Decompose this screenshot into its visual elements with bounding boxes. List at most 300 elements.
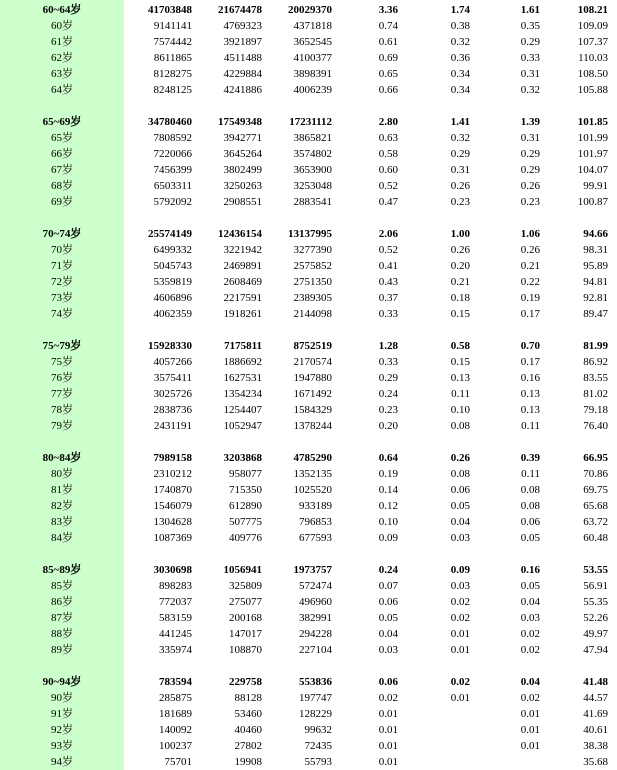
female-cell: 72435 [304,740,332,752]
pct-female-cell: 0.33 [520,52,540,64]
pct-total-cell: 3.36 [378,4,398,16]
pct-total-cell: 0.07 [378,580,398,592]
pct-male-cell: 0.06 [450,484,470,496]
sex-ratio-cell: 92.81 [583,292,608,304]
table-row [0,482,617,498]
female-cell: 1584329 [293,404,332,416]
pct-total-cell: 0.61 [378,36,398,48]
total-cell: 583159 [159,612,192,624]
sex-ratio-cell: 56.91 [583,580,608,592]
female-cell: 2170574 [293,356,332,368]
sex-ratio-cell: 35.68 [583,756,608,768]
male-cell: 612890 [229,500,262,512]
pct-total-cell: 0.58 [378,148,398,160]
table-row [0,514,617,530]
pct-total-cell: 0.24 [378,564,398,576]
pct-male-cell: 0.26 [450,244,470,256]
sex-ratio-cell: 53.55 [583,564,608,576]
pct-female-cell: 0.26 [520,244,540,256]
pct-male-cell: 0.02 [450,676,470,688]
male-cell: 7175811 [224,340,262,352]
sex-ratio-cell: 47.94 [583,644,608,656]
male-cell: 17549348 [218,116,262,128]
age-group-row [0,226,617,242]
pct-female-cell: 0.01 [520,708,540,720]
pct-female-cell: 0.23 [520,196,540,208]
sex-ratio-cell: 89.47 [583,308,608,320]
male-cell: 507775 [229,516,262,528]
pct-female-cell: 0.31 [520,68,540,80]
female-cell: 4785290 [293,452,332,464]
table-row [0,130,617,146]
age-label-cell: 71岁 [51,260,73,272]
female-cell: 382991 [299,612,332,624]
female-cell: 4100377 [293,52,332,64]
total-cell: 75701 [164,756,192,768]
male-cell: 275077 [229,596,262,608]
pct-male-cell: 0.15 [450,356,470,368]
total-cell: 3025726 [153,388,192,400]
male-cell: 4241886 [223,84,262,96]
pct-male-cell: 0.08 [450,420,470,432]
age-label-cell: 69岁 [51,196,73,208]
age-label-cell: 85岁 [51,580,73,592]
pct-female-cell: 0.29 [520,148,540,160]
sex-ratio-cell: 70.86 [583,468,608,480]
pct-male-cell: 0.15 [450,308,470,320]
total-cell: 783594 [159,676,192,688]
total-cell: 7220066 [153,148,192,160]
age-label-cell: 94岁 [51,756,73,768]
pct-female-cell: 0.11 [521,468,540,480]
sex-ratio-cell: 108.21 [577,4,608,16]
sex-ratio-cell: 69.75 [583,484,608,496]
age-label-cell: 93岁 [51,740,73,752]
pct-male-cell: 0.20 [450,260,470,272]
male-cell: 1354234 [223,388,262,400]
sex-ratio-cell: 79.18 [583,404,608,416]
sex-ratio-cell: 110.03 [578,52,608,64]
sex-ratio-cell: 94.81 [583,276,608,288]
female-cell: 294228 [299,628,332,640]
age-group-row [0,674,617,690]
pct-total-cell: 0.43 [378,276,398,288]
sex-ratio-cell: 49.97 [583,628,608,640]
sex-ratio-cell: 86.92 [583,356,608,368]
total-cell: 285875 [159,692,192,704]
pct-male-cell: 1.74 [450,4,470,16]
age-label-cell: 68岁 [51,180,73,192]
pct-total-cell: 1.28 [378,340,398,352]
age-label-cell: 80~84岁 [42,452,82,464]
female-cell: 2751350 [293,276,332,288]
pct-male-cell: 1.41 [450,116,470,128]
sex-ratio-cell: 38.38 [583,740,608,752]
age-label-cell: 63岁 [51,68,73,80]
male-cell: 19908 [234,756,262,768]
female-cell: 3574802 [293,148,332,160]
age-label-cell: 82岁 [51,500,73,512]
female-cell: 3865821 [293,132,332,144]
female-cell: 99632 [304,724,332,736]
total-cell: 4606896 [153,292,192,304]
pct-total-cell: 0.19 [378,468,398,480]
sex-ratio-cell: 83.55 [583,372,608,384]
pct-total-cell: 0.02 [378,692,398,704]
table-row [0,274,617,290]
sex-ratio-cell: 108.50 [577,68,608,80]
pct-total-cell: 0.66 [378,84,398,96]
pct-female-cell: 0.19 [520,292,540,304]
sex-ratio-cell: 107.37 [577,36,608,48]
total-cell: 1546079 [153,500,192,512]
total-cell: 5792092 [153,196,192,208]
pct-male-cell: 0.03 [450,532,470,544]
pct-female-cell: 0.04 [520,596,540,608]
pct-female-cell: 0.31 [520,132,540,144]
female-cell: 13137995 [288,228,332,240]
age-label-cell: 70~74岁 [42,228,82,240]
pct-male-cell: 0.21 [450,276,470,288]
total-cell: 4062359 [153,308,192,320]
female-cell: 496960 [299,596,332,608]
pct-total-cell: 0.60 [378,164,398,176]
table-row [0,354,617,370]
sex-ratio-cell: 98.31 [583,244,608,256]
total-cell: 1304628 [153,516,192,528]
age-label-cell: 83岁 [51,516,73,528]
sex-ratio-cell: 41.48 [583,676,608,688]
pct-male-cell: 0.11 [451,388,470,400]
pct-male-cell: 0.01 [450,692,470,704]
table-row [0,386,617,402]
age-label-cell: 61岁 [51,36,73,48]
age-label-cell: 75~79岁 [42,340,82,352]
pct-female-cell: 0.11 [521,420,540,432]
table-row [0,66,617,82]
pct-total-cell: 0.65 [378,68,398,80]
pct-male-cell: 0.26 [450,180,470,192]
sex-ratio-cell: 76.40 [583,420,608,432]
table-row [0,418,617,434]
pct-female-cell: 0.35 [520,20,540,32]
pct-female-cell: 0.06 [520,516,540,528]
male-cell: 1254407 [223,404,262,416]
male-cell: 4229884 [223,68,262,80]
sex-ratio-cell: 95.89 [583,260,608,272]
pct-total-cell: 0.12 [378,500,398,512]
total-cell: 7808592 [153,132,192,144]
male-cell: 2908551 [223,196,262,208]
female-cell: 572474 [299,580,332,592]
female-cell: 3898391 [293,68,332,80]
total-cell: 7456399 [153,164,192,176]
pct-male-cell: 1.00 [450,228,470,240]
age-label-cell: 90~94岁 [42,676,82,688]
pct-total-cell: 0.01 [378,756,398,768]
age-label-cell: 80岁 [51,468,73,480]
table-row [0,242,617,258]
age-label-cell: 90岁 [51,692,73,704]
pct-female-cell: 0.13 [520,388,540,400]
male-cell: 1886692 [223,356,262,368]
pct-total-cell: 0.64 [378,452,398,464]
male-cell: 3203868 [223,452,262,464]
age-label-cell: 74岁 [51,308,73,320]
female-cell: 3652545 [293,36,332,48]
table-row [0,498,617,514]
male-cell: 2469891 [223,260,262,272]
pct-male-cell: 0.38 [450,20,470,32]
pct-female-cell: 0.17 [520,308,540,320]
female-cell: 553836 [299,676,332,688]
male-cell: 3921897 [223,36,262,48]
pct-male-cell: 0.36 [450,52,470,64]
total-cell: 7574442 [153,36,192,48]
pct-total-cell: 0.01 [378,740,398,752]
sex-ratio-cell: 55.35 [583,596,608,608]
pct-total-cell: 0.74 [378,20,398,32]
sex-ratio-cell: 65.68 [583,500,608,512]
pct-total-cell: 0.09 [378,532,398,544]
pct-female-cell: 0.17 [520,356,540,368]
male-cell: 108870 [229,644,262,656]
male-cell: 1052947 [223,420,262,432]
female-cell: 3653900 [293,164,332,176]
table-row [0,530,617,546]
male-cell: 3942771 [223,132,262,144]
total-cell: 41703848 [148,4,192,16]
female-cell: 20029370 [288,4,332,16]
female-cell: 1671492 [293,388,332,400]
male-cell: 1056941 [223,564,262,576]
female-cell: 197747 [299,692,332,704]
female-cell: 1973757 [293,564,332,576]
male-cell: 3802499 [223,164,262,176]
age-label-cell: 60岁 [51,20,73,32]
pct-male-cell: 0.02 [450,596,470,608]
age-group-row [0,450,617,466]
male-cell: 88128 [234,692,262,704]
pct-male-cell: 0.10 [450,404,470,416]
pct-female-cell: 0.03 [520,612,540,624]
total-cell: 898283 [159,580,192,592]
total-cell: 2838736 [153,404,192,416]
pct-female-cell: 0.22 [520,276,540,288]
sex-ratio-cell: 101.99 [577,132,608,144]
pct-total-cell: 0.37 [378,292,398,304]
age-label-cell: 70岁 [51,244,73,256]
female-cell: 8752519 [293,340,332,352]
male-cell: 3250263 [223,180,262,192]
male-cell: 12436154 [218,228,262,240]
total-cell: 8248125 [153,84,192,96]
pct-male-cell: 0.08 [450,468,470,480]
total-cell: 5045743 [153,260,192,272]
sex-ratio-cell: 100.87 [577,196,608,208]
table-row [0,466,617,482]
pct-female-cell: 0.04 [520,676,540,688]
age-group-row [0,562,617,578]
male-cell: 1627531 [223,372,262,384]
age-label-cell: 92岁 [51,724,73,736]
age-label-cell: 78岁 [51,404,73,416]
age-label-cell: 72岁 [51,276,73,288]
total-cell: 8128275 [153,68,192,80]
pct-male-cell: 0.34 [450,68,470,80]
pct-female-cell: 0.01 [520,724,540,736]
male-cell: 409776 [229,532,262,544]
age-label-cell: 81岁 [51,484,73,496]
pct-female-cell: 0.02 [520,644,540,656]
pct-female-cell: 0.21 [520,260,540,272]
pct-female-cell: 0.05 [520,580,540,592]
sex-ratio-cell: 41.69 [583,708,608,720]
table-row [0,34,617,50]
female-cell: 2575852 [293,260,332,272]
pct-total-cell: 0.33 [378,356,398,368]
age-label-cell: 77岁 [51,388,73,400]
pct-male-cell: 0.32 [450,36,470,48]
pct-female-cell: 0.02 [520,628,540,640]
female-cell: 17231112 [289,116,332,128]
pct-total-cell: 0.06 [378,676,398,688]
pct-female-cell: 0.01 [520,740,540,752]
male-cell: 27802 [234,740,262,752]
female-cell: 3253048 [293,180,332,192]
age-label-cell: 91岁 [51,708,73,720]
total-cell: 25574149 [148,228,192,240]
pct-total-cell: 0.52 [378,244,398,256]
sex-ratio-cell: 101.85 [577,116,608,128]
pct-male-cell: 0.26 [450,452,470,464]
age-label-cell: 65岁 [51,132,73,144]
pct-total-cell: 0.01 [378,708,398,720]
table-row [0,594,617,610]
total-cell: 3030698 [153,564,192,576]
sex-ratio-cell: 60.48 [583,532,608,544]
female-cell: 1947880 [293,372,332,384]
male-cell: 3221942 [223,244,262,256]
female-cell: 2144098 [293,308,332,320]
male-cell: 40460 [234,724,262,736]
sex-ratio-cell: 81.99 [583,340,608,352]
pct-total-cell: 0.14 [378,484,398,496]
male-cell: 2608469 [223,276,262,288]
pct-female-cell: 1.39 [520,116,540,128]
total-cell: 2431191 [153,420,192,432]
age-label-cell: 65~69岁 [42,116,82,128]
male-cell: 715350 [229,484,262,496]
sex-ratio-cell: 101.97 [577,148,608,160]
sex-ratio-cell: 94.66 [583,228,608,240]
total-cell: 6499332 [153,244,192,256]
total-cell: 100237 [159,740,192,752]
age-label-cell: 84岁 [51,532,73,544]
pct-total-cell: 0.04 [378,628,398,640]
pct-female-cell: 0.32 [520,84,540,96]
sex-ratio-cell: 104.07 [577,164,608,176]
pct-total-cell: 0.41 [378,260,398,272]
table-row [0,642,617,658]
female-cell: 1378244 [293,420,332,432]
pct-total-cell: 0.63 [378,132,398,144]
pct-female-cell: 0.39 [520,452,540,464]
sex-ratio-cell: 44.57 [583,692,608,704]
age-group-row [0,338,617,354]
total-cell: 2310212 [153,468,192,480]
male-cell: 958077 [229,468,262,480]
pct-female-cell: 0.13 [520,404,540,416]
pct-female-cell: 0.16 [520,564,540,576]
female-cell: 1352135 [293,468,332,480]
age-label-cell: 62岁 [51,52,73,64]
age-label-cell: 76岁 [51,372,73,384]
pct-total-cell: 0.33 [378,308,398,320]
table-row [0,370,617,386]
sex-ratio-cell: 99.91 [583,180,608,192]
pct-male-cell: 0.01 [450,644,470,656]
pct-total-cell: 0.29 [378,372,398,384]
age-label-cell: 66岁 [51,148,73,160]
age-label-cell: 64岁 [51,84,73,96]
pct-total-cell: 0.47 [378,196,398,208]
pct-male-cell: 0.23 [450,196,470,208]
male-cell: 4511488 [223,52,262,64]
pct-male-cell: 0.03 [450,580,470,592]
female-cell: 933189 [299,500,332,512]
pct-male-cell: 0.13 [450,372,470,384]
pct-male-cell: 0.18 [450,292,470,304]
pct-male-cell: 0.34 [450,84,470,96]
table-row [0,402,617,418]
pct-total-cell: 0.23 [378,404,398,416]
pct-male-cell: 0.58 [450,340,470,352]
pct-male-cell: 0.02 [450,612,470,624]
table-row [0,690,617,706]
total-cell: 15928330 [148,340,192,352]
sex-ratio-cell: 66.95 [583,452,608,464]
age-label-cell: 67岁 [51,164,73,176]
male-cell: 4769323 [223,20,262,32]
male-cell: 3645264 [223,148,262,160]
age-label-cell: 73岁 [51,292,73,304]
sex-ratio-cell: 52.26 [583,612,608,624]
table-row [0,306,617,322]
male-cell: 1918261 [223,308,262,320]
female-cell: 227104 [299,644,332,656]
total-cell: 34780460 [148,116,192,128]
sex-ratio-cell: 105.88 [577,84,608,96]
table-row [0,50,617,66]
pct-total-cell: 0.10 [378,516,398,528]
pct-total-cell: 2.06 [378,228,398,240]
female-cell: 55793 [304,756,332,768]
pct-total-cell: 2.80 [378,116,398,128]
pct-female-cell: 0.29 [520,164,540,176]
table-row [0,82,617,98]
total-cell: 335974 [159,644,192,656]
total-cell: 140092 [159,724,192,736]
male-cell: 229758 [229,676,262,688]
age-label-cell: 88岁 [51,628,73,640]
total-cell: 1087369 [153,532,192,544]
sex-ratio-cell: 63.72 [583,516,608,528]
pct-total-cell: 0.24 [378,388,398,400]
female-cell: 2389305 [293,292,332,304]
male-cell: 325809 [229,580,262,592]
sex-ratio-cell: 109.09 [577,20,608,32]
